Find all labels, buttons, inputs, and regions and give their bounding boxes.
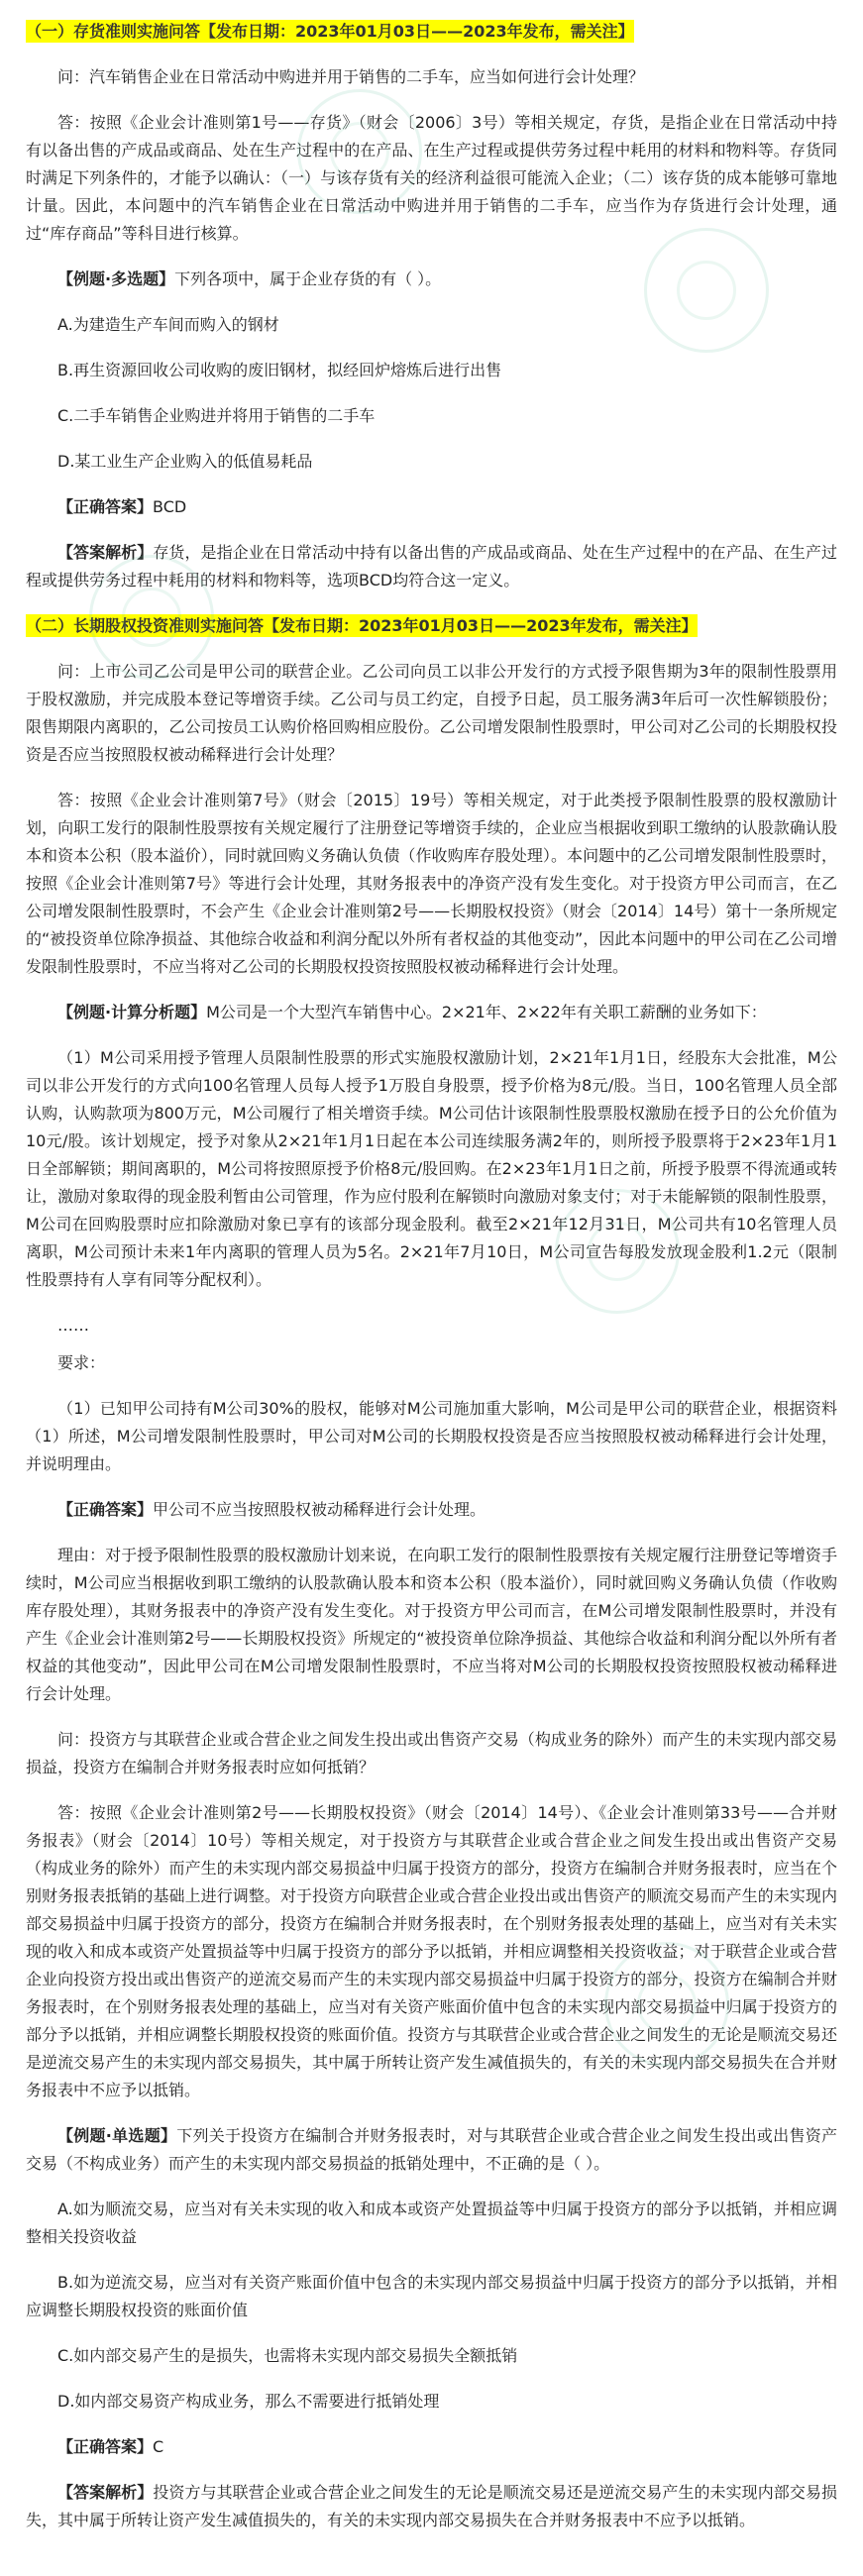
correct-answer-label: 【正确答案】 (57, 1500, 154, 1519)
explanation-label: 【答案解析】 (57, 543, 154, 562)
answer-explanation (26, 2479, 837, 2534)
correct-answer (26, 2433, 837, 2461)
requirement-label: 要求： (57, 1353, 106, 1372)
question-paragraph: 问：上市公司乙公司是甲公司的联营企业。乙公司向员工以非公开发行的方式授予限售期为3年的限制性股票用于股权激励，并完成股本登记等增资手续。乙公司与员工约定，自授予日起，员工服务满3年后可一次性解锁股份；限售期限内离职的，乙公司按员工认购价格回购相应股份。乙公司增发限制性股票时，甲公司对乙公司的长期股权投资是否应当按照股权被动稀释进行会计处理？ (26, 662, 837, 764)
option-a: A.为建造生产车间而购入的钢材 (57, 315, 279, 334)
option-c: C.如内部交易产生的是损失，也需将未实现内部交易损失全额抵销 (57, 2346, 518, 2365)
option-c: C.二手车销售企业购进并将用于销售的二手车 (57, 406, 376, 425)
example-label: 【例题·单选题】 (57, 2126, 177, 2145)
example-question (26, 266, 837, 293)
section-1-heading-wrap (26, 18, 837, 46)
section-heading: （一）存货准则实施问答【发布日期：2023年01月03日——2023年发布，需关注】 (26, 22, 634, 41)
explanation-text: 投资方与其联营企业或合营企业之间发生的无论是顺流交易还是逆流交易产生的未实现内部交易损失，其中属于所转让资产发生减值损失的，有关的未实现内部交易损失在合并财务报表中不应予以抵销。 (26, 2483, 837, 2529)
correct-answer-label: 【正确答案】 (57, 2437, 154, 2456)
option-d: D.如内部交易资产构成业务，那么不需要进行抵销处理 (57, 2392, 440, 2411)
question-paragraph: 问：汽车销售企业在日常活动中购进并用于销售的二手车，应当如何进行会计处理？ (57, 67, 645, 86)
example-text: 下列关于投资方在编制合并财务报表时，对与其联营企业或合营企业之间发生投出或出售资产交易（不构成业务）而产生的未实现内部交易损益的抵销处理中，不正确的是（ ）。 (26, 2126, 837, 2173)
answer-paragraph: 答：按照《企业会计准则第1号——存货》（财会〔2006〕3号）等相关规定，存货，是指企业在日常活动中持有以备出售的产成品或商品、处在生产过程中的在产品、在生产过程或提供劳务过程中耗用的材料和物料等。存货同时满足下列条件的，才能予以确认：（一）与该存货有关的经济利益很可能流入企业；（二）该存货的成本能够可靠地计量。因此，本问题中的汽车销售企业在日常活动中购进并用于销售的二手车，应当作为存货进行会计处理，通过“库存商品”等科目进行核算。 (26, 113, 837, 243)
question-paragraph: 问：投资方与其联营企业或合营企业之间发生投出或出售资产交易（构成业务的除外）而产生的未实现内部交易损益，投资方在编制合并财务报表时应如何抵销？ (26, 1730, 837, 1776)
example-label: 【例题·计算分析题】 (57, 1003, 207, 1021)
explanation-text: 存货，是指企业在日常活动中持有以备出售的产成品或商品、处在生产过程中的在产品、在生产过程或提供劳务过程中耗用的材料和物料等，选项BCD均符合这一定义。 (26, 543, 837, 590)
reason-paragraph: 理由：对于授予限制性股票的股权激励计划来说，在向职工发行的限制性股票按有关规定履行注册登记等增资手续时，M公司应当根据收到职工缴纳的认股款确认股本和资本公积（股本溢价），同时就回购义务确认负债（作收购库存股处理），其财务报表中的净资产没有发生变化。对于投资方甲公司而言，在M公司增发限制性股票时，并没有产生《企业会计准则第2号——长期股权投资》所规定的“被投资单位除净损益、其他综合收益和利润分配以外所有者权益的其他变动”，因此甲公司在M公司增发限制性股票时，不应当将对M公司的长期股权投资按照股权被动稀释进行会计处理。 (26, 1546, 837, 1703)
correct-answer (26, 493, 837, 521)
example-text: 下列各项中，属于企业存货的有（ ）。 (174, 269, 442, 288)
section-2-heading-wrap (26, 612, 837, 640)
example-question (26, 2122, 837, 2178)
answer-explanation (26, 539, 837, 594)
option-d: D.某工业生产企业购入的低值易耗品 (57, 452, 313, 471)
example-question (26, 999, 837, 1026)
correct-answer-label: 【正确答案】 (57, 497, 154, 516)
answer-paragraph: 答：按照《企业会计准则第2号——长期股权投资》（财会〔2014〕14号）、《企业会计准则第33号——合并财务报表》（财会〔2014〕10号）等相关规定，对于投资方与其联营企业或合营企业之间发生投出或出售资产交易（构成业务的除外）而产生的未实现内部交易损益中归属于投资方的部分，投资方在编制合并财务报表时，应当在个别财务报表抵销的基础上进行调整。对于投资方向联营企业或合营企业投出或出售资产的顺流交易而产生的未实现内部交易损益中归属于投资方的部分，投资方在编制合并财务报表时，在个别财务报表处理的基础上，应当对有关未实现的收入和成本或资产处置损益等中归属于投资方的部分予以抵销，并相应调整相关投资收益；对于联营企业或合营企业向投资方投出或出售资产的逆流交易而产生的未实现内部交易损益中归属于投资方的部分，投资方在编制合并财务报表时，在个别财务报表处理的基础上，应当对有关资产账面价值中包含的未实现内部交易损益中归属于投资方的部分予以抵销，并相应调整长期股权投资的账面价值。投资方与其联营企业或合营企业之间发生的无论是顺流交易还是逆流交易产生的未实现内部交易损失，其中属于所转让资产发生减值损失的，有关的未实现内部交易损失在合并财务报表中不应予以抵销。 (26, 1803, 837, 2099)
explanation-label: 【答案解析】 (57, 2483, 154, 2502)
example-text: M公司是一个大型汽车销售中心。2×21年、2×22年有关职工薪酬的业务如下： (206, 1003, 767, 1021)
correct-answer-value: BCD (153, 497, 187, 516)
requirement-item: （1）已知甲公司持有M公司30%的股权，能够对M公司施加重大影响，M公司是甲公司的联营企业，根据资料（1）所述，M公司增发限制性股票时，甲公司对M公司的长期股权投资是否应当按照股权被动稀释进行会计处理，并说明理由。 (26, 1399, 837, 1473)
ellipsis: …… (57, 1316, 89, 1335)
option-a: A.如为顺流交易，应当对有关未实现的收入和成本或资产处置损益等中归属于投资方的部分予以抵销，并相应调整相关投资收益 (26, 2200, 837, 2246)
example-label: 【例题·多选题】 (57, 269, 175, 288)
correct-answer-value: C (153, 2437, 164, 2456)
correct-answer (26, 1496, 837, 1524)
section-heading: （二）长期股权投资准则实施问答【发布日期：2023年01月03日——2023年发布，需关注】 (26, 616, 698, 635)
correct-answer-value: 甲公司不应当按照股权被动稀释进行会计处理。 (153, 1500, 486, 1519)
option-b: B.再生资源回收公司收购的废旧钢材，拟经回炉熔炼后进行出售 (57, 361, 502, 379)
option-b: B.如为逆流交易，应当对有关资产账面价值中包含的未实现内部交易损益中归属于投资方的部分予以抵销，并相应调整长期股权投资的账面价值 (26, 2273, 837, 2319)
example-material: （1）M公司采用授予管理人员限制性股票的形式实施股权激励计划，2×21年1月1日，经股东大会批准，M公司以非公开发行的方式向100名管理人员每人授予1万股自身股票，授予价格为8元/股。当日，100名管理人员全部认购，认购款项为800万元，M公司履行了相关增资手续。M公司估计该限制性股票股权激励在授予日的公允价值为10元/股。该计划规定，授予对象从2×21年1月1日起在本公司连续服务满2年的，则所授予股票将于2×23年1月1日全部解锁；期间离职的，M公司将按照原授予价格8元/股回购。在2×23年1月1日之前，所授予股票不得流通或转让，激励对象取得的现金股利暂由公司管理，作为应付股利在解锁时向激励对象支付；对于未能解锁的限制性股票，M公司在回购股票时应扣除激励对象已享有的该部分现金股利。截至2×21年12月31日，M公司共有10名管理人员离职，M公司预计未来1年内离职的管理人员为5名。2×21年7月10日，M公司宣告每股发放现金股利1.2元（限制性股票持有人享有同等分配权利）。 (26, 1048, 837, 1289)
answer-paragraph: 答：按照《企业会计准则第7号》（财会〔2015〕19号）等相关规定，对于此类授予限制性股票的股权激励计划，向职工发行的限制性股票按有关规定履行了注册登记等增资手续的，企业应当根据收到职工缴纳的认股款确认股本和资本公积（股本溢价），同时就回购义务确认负债（作收购库存股处理）。本问题中的乙公司增发限制性股票时，按照《企业会计准则第7号》等进行会计处理，其财务报表中的净资产没有发生变化。对于投资方甲公司而言，在乙公司增发限制性股票时，不会产生《企业会计准则第2号——长期股权投资》（财会〔2014〕14号）第十一条所规定的“被投资单位除净损益、其他综合收益和利润分配以外所有者权益的其他变动”，因此本问题中的甲公司在乙公司增发限制性股票时，不应当将对乙公司的长期股权投资按照股权被动稀释进行会计处理。 (26, 791, 837, 976)
